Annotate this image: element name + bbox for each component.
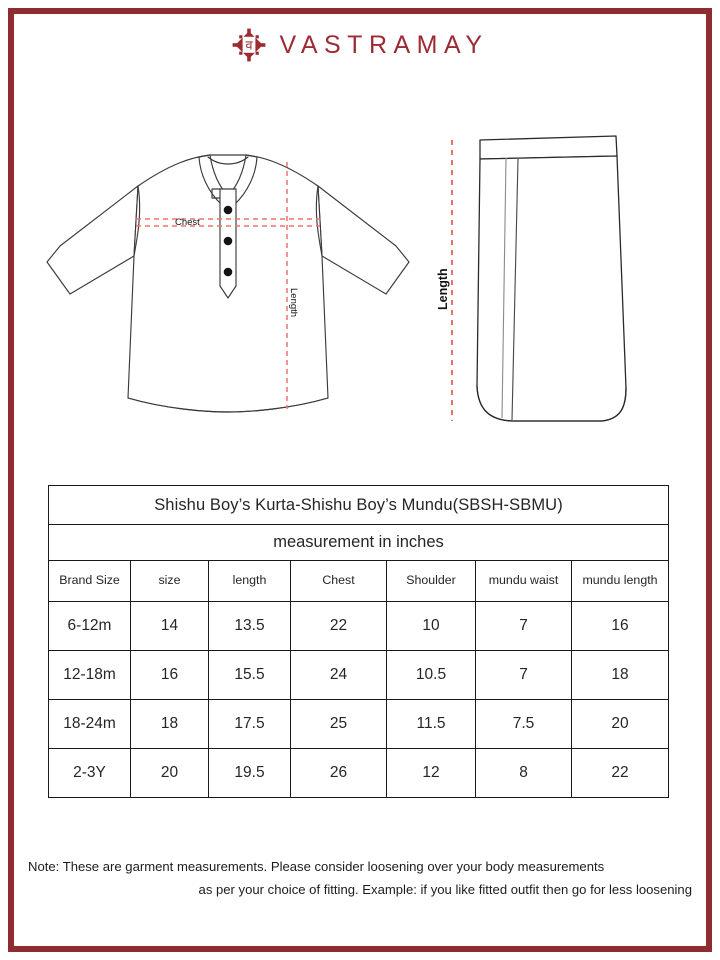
size-chart-table [48,485,669,798]
cell-brand-size: 6-12m [49,602,131,651]
note-line-2: as per your choice of fitting. Example: if you like fitted outfit then go for less loosening [198,881,692,897]
kurta-length-label: Length [288,288,299,318]
column-header-mundu-waist: mundu waist [476,561,572,602]
table-row [49,651,669,700]
cell-mundu-waist: 7 [476,651,572,700]
cell-chest: 25 [291,700,387,749]
cell-mundu-length: 16 [572,602,669,651]
column-header-chest: Chest [291,561,387,602]
cell-mundu-waist: 8 [476,749,572,798]
column-header-mundu-length: mundu length [572,561,669,602]
cell-shoulder: 11.5 [387,700,476,749]
cell-brand-size: 12-18m [49,651,131,700]
table-title-row [49,486,669,525]
table-header-row [49,561,669,602]
cell-chest: 22 [291,602,387,651]
cell-size: 18 [131,700,209,749]
cell-mundu-waist: 7.5 [476,700,572,749]
cell-shoulder: 10 [387,602,476,651]
table-row [49,602,669,651]
cell-size: 14 [131,602,209,651]
note-line-1: Note: These are garment measurements. Please consider loosening over your body measurements [28,859,605,874]
table-subtitle-row [49,525,669,561]
measurement-note [28,856,692,901]
mundu-length-label: Length [436,268,450,310]
cell-length: 15.5 [209,651,291,700]
brand-wordmark: VASTRAMAY [279,30,489,59]
garment-illustrations [14,118,690,463]
svg-text:व: व [244,38,253,54]
cell-mundu-waist: 7 [476,602,572,651]
column-header-shoulder: Shoulder [387,561,476,602]
cell-length: 17.5 [209,700,291,749]
brand-header [0,22,720,68]
cell-size: 16 [131,651,209,700]
cell-chest: 26 [291,749,387,798]
mundu-length-label-text [434,448,435,449]
cell-brand-size: 2-3Y [49,749,131,798]
cell-mundu-length: 20 [572,700,669,749]
cell-length: 13.5 [209,602,291,651]
kurta-illustration [42,126,414,456]
table-row [49,700,669,749]
cell-mundu-length: 18 [572,651,669,700]
kurta-length-label-text [42,456,43,457]
cell-shoulder: 12 [387,749,476,798]
cell-chest: 24 [291,651,387,700]
cell-size: 20 [131,749,209,798]
column-header-length: length [209,561,291,602]
kurta-chest-label-text [42,456,43,457]
table-row [49,749,669,798]
vastramay-logo-icon [232,28,266,62]
table-title: Shishu Boy’s Kurta-Shishu Boy’s Mundu(SBSH-SBMU) [49,486,669,525]
cell-brand-size: 18-24m [49,700,131,749]
kurta-chest-label: Chest [175,217,200,228]
column-header-brand-size: Brand Size [49,561,131,602]
cell-shoulder: 10.5 [387,651,476,700]
mundu-illustration [434,118,666,448]
table-subtitle: measurement in inches [49,525,669,561]
cell-mundu-length: 22 [572,749,669,798]
cell-length: 19.5 [209,749,291,798]
column-header-size: size [131,561,209,602]
